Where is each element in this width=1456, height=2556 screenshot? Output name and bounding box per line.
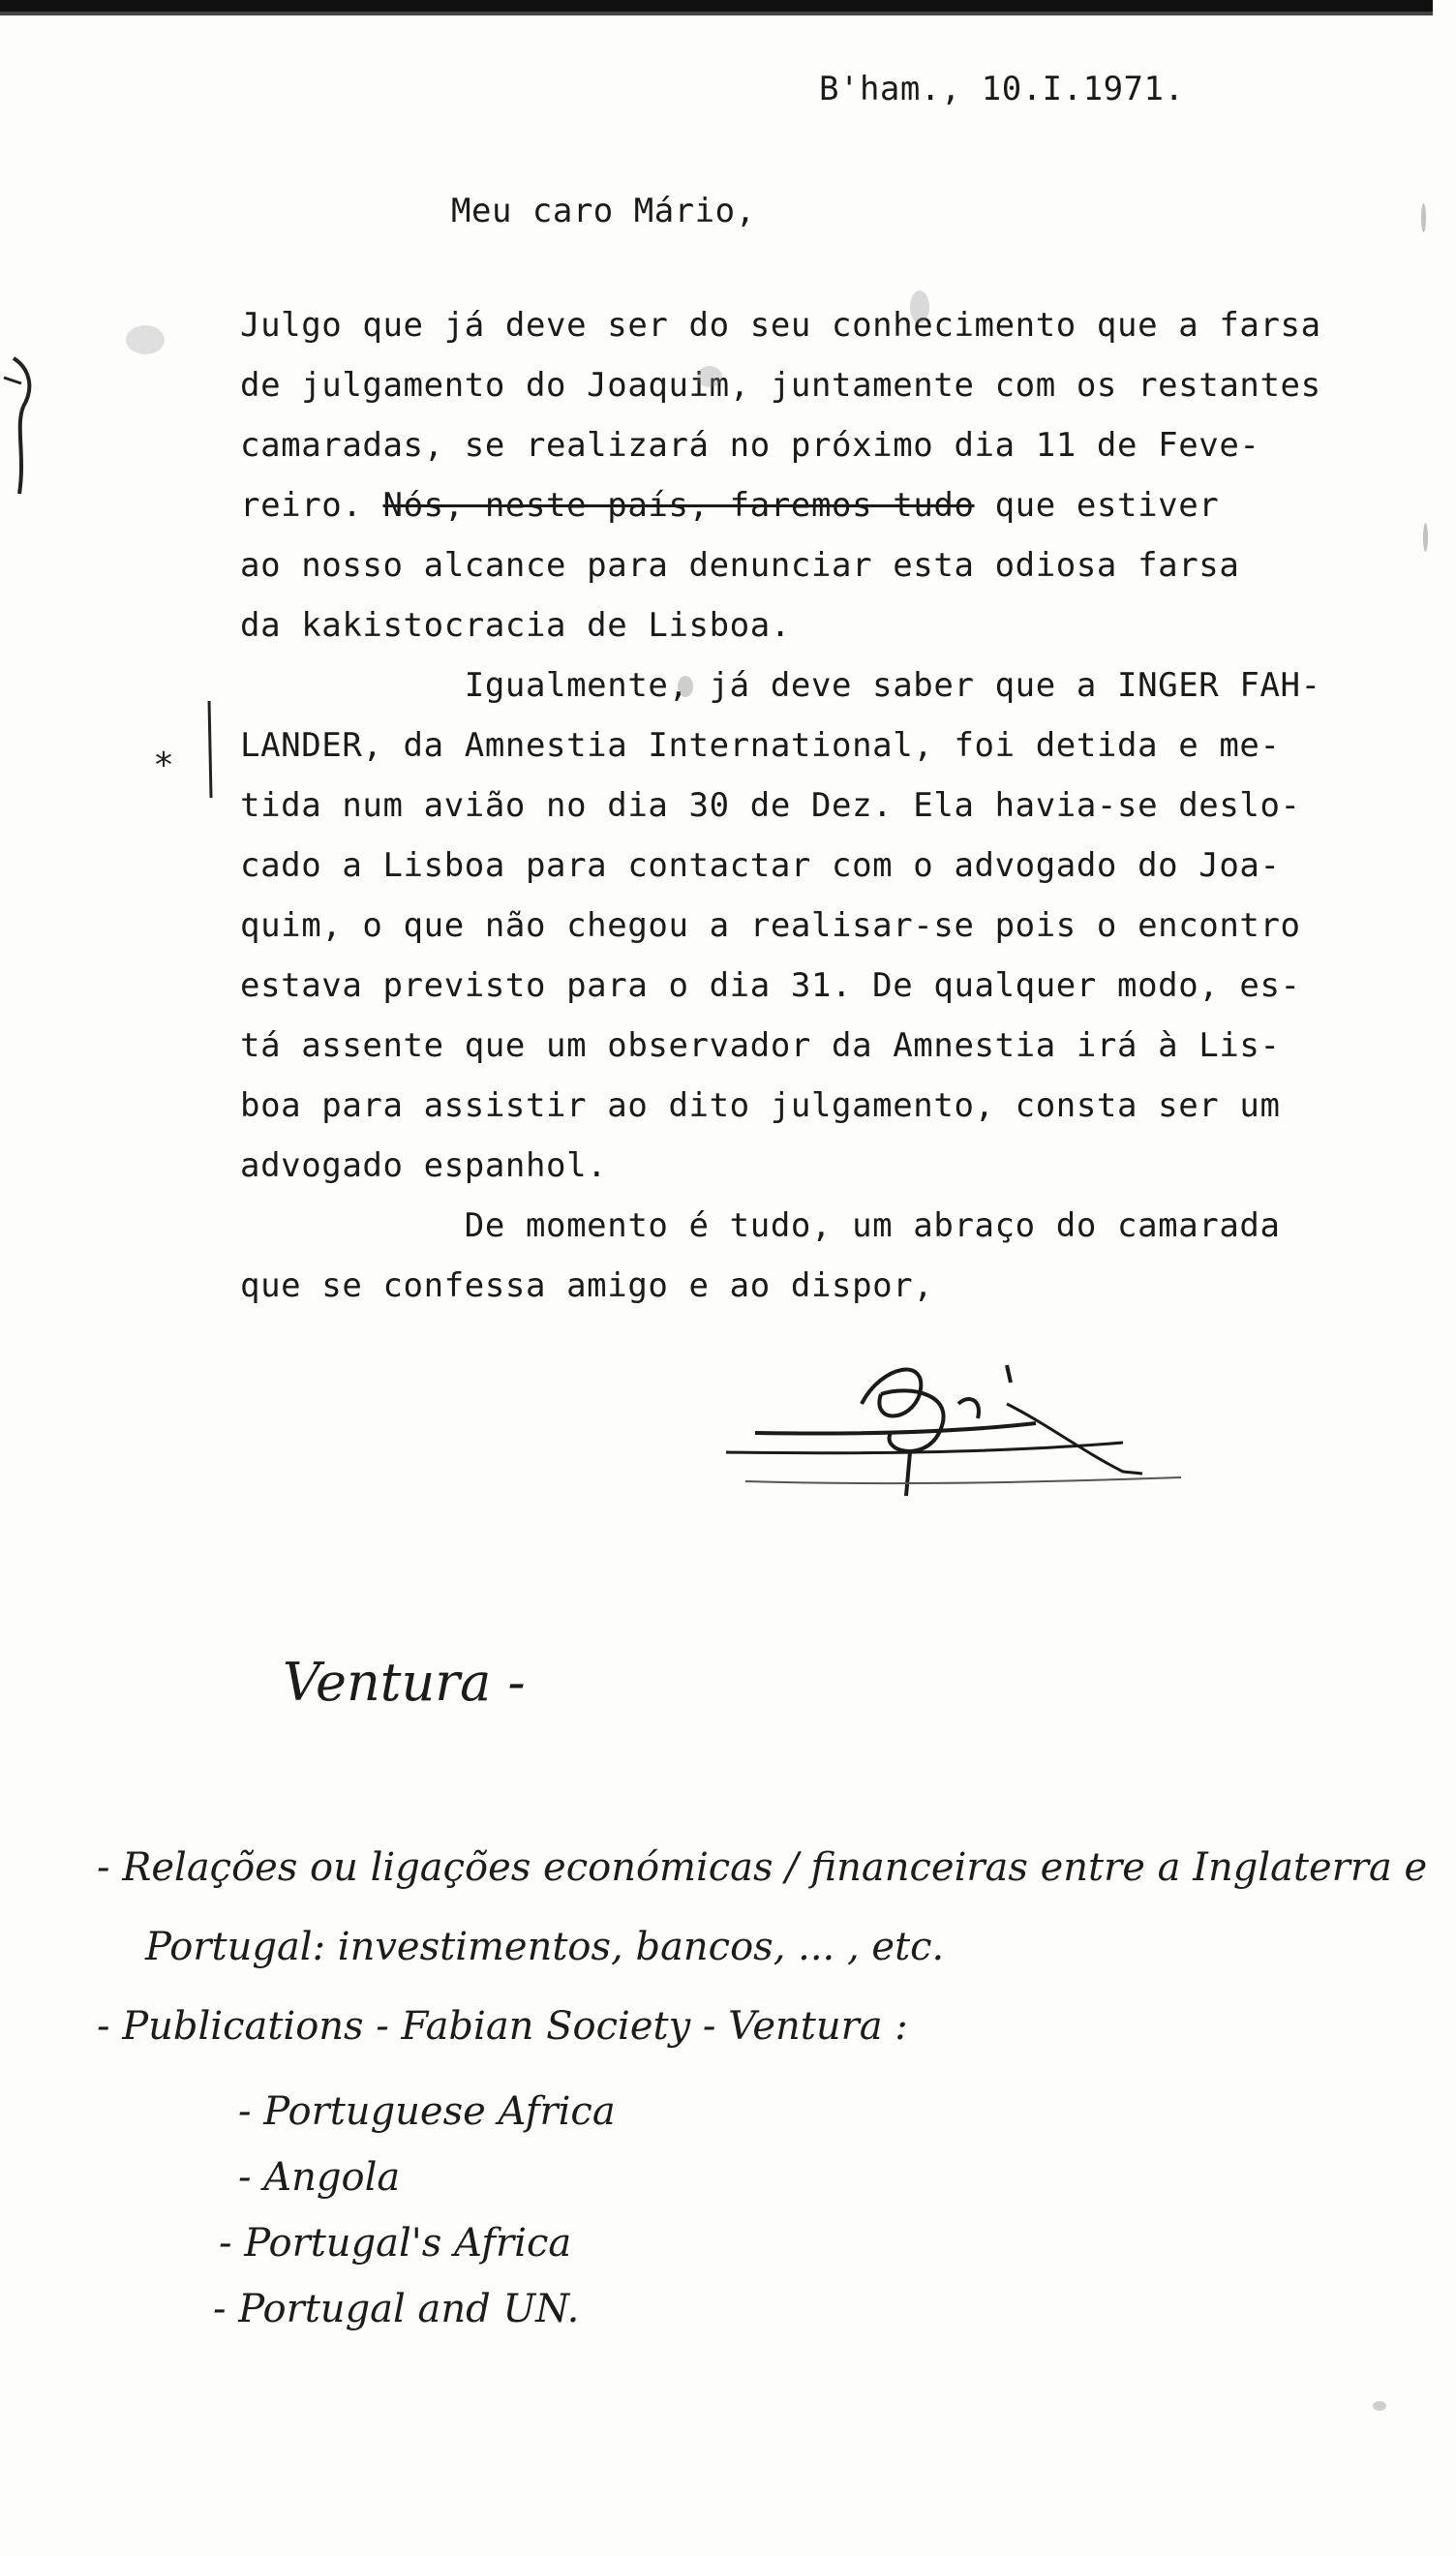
margin-asterisk: *: [155, 746, 172, 785]
paragraph-line: camaradas, se realizará no próximo dia 11 de Feve-: [240, 426, 1260, 465]
paragraph-line: De momento é tudo, um abraço do camarada: [240, 1206, 1281, 1245]
scan-speck: [697, 366, 722, 387]
paragraph-line: cado a Lisboa para contactar com o advogado do Joa-: [240, 846, 1281, 885]
scan-speck: [910, 290, 929, 323]
notes-heading: Ventura -: [283, 1652, 526, 1713]
scan-speck: [1421, 203, 1426, 232]
scan-speck: [126, 325, 165, 354]
notes-list-item: - Angola: [238, 2155, 401, 2200]
paragraph-line: estava previsto para o dia 31. De qualquer modo, es-: [240, 966, 1301, 1005]
handwritten-signature: [716, 1326, 1220, 1520]
struck-text: Nós, neste país, faremos tudo: [382, 486, 975, 525]
paragraph-line: de julgamento do Joaquim, juntamente com os restantes: [240, 366, 1321, 405]
letter-salutation: Meu caro Mário,: [451, 192, 756, 230]
scan-speck: [1373, 2401, 1386, 2411]
paragraph-line: Igualmente, já deve saber que a INGER FAH-: [240, 666, 1321, 705]
paragraph-line: que se confessa amigo e ao dispor,: [240, 1266, 934, 1305]
notes-list-item: - Portugal and UN.: [213, 2287, 580, 2331]
line-suffix: que estiver: [974, 486, 1220, 525]
paragraph-line: [240, 486, 1219, 525]
paragraph-line: tida num avião no dia 30 de Dez. Ela havia-se deslo-: [240, 786, 1301, 825]
notes-list-item: - Portuguese Africa: [238, 2089, 616, 2134]
notes-line: - Publications - Fabian Society - Ventura :: [97, 2004, 908, 2049]
scan-speck: [1423, 523, 1428, 552]
paragraph-line: Julgo que já deve ser do seu conhecimento que a farsa: [240, 306, 1321, 345]
paragraph-line: LANDER, da Amnestia International, foi detida e me-: [240, 726, 1281, 765]
paragraph-line: da kakistocracia de Lisboa.: [240, 606, 791, 645]
left-margin-mark: [0, 349, 48, 503]
notes-line: Portugal: investimentos, bancos, ... , etc.: [145, 1925, 945, 1969]
paragraph-line: ao nosso alcance para denunciar esta odiosa farsa: [240, 546, 1240, 585]
paragraph-line: advogado espanhol.: [240, 1146, 608, 1185]
paragraph-line: quim, o que não chegou a realisar-se pois o encontro: [240, 906, 1301, 945]
notes-line: - Relações ou ligações económicas / financeiras entre a Inglaterra e: [97, 1845, 1428, 1890]
letter-date: B'ham., 10.I.1971.: [819, 70, 1185, 108]
line-prefix: reiro.: [240, 486, 383, 525]
scan-speck: [678, 676, 693, 697]
scan-top-edge-shadow: [0, 12, 1433, 15]
notes-list-item: - Portugal's Africa: [219, 2221, 572, 2266]
paragraph-line: boa para assistir ao dito julgamento, consta ser um: [240, 1086, 1281, 1125]
paragraph-line: tá assente que um observador da Amnestia irá à Lis-: [240, 1026, 1281, 1065]
margin-bracket-line: [199, 697, 219, 804]
